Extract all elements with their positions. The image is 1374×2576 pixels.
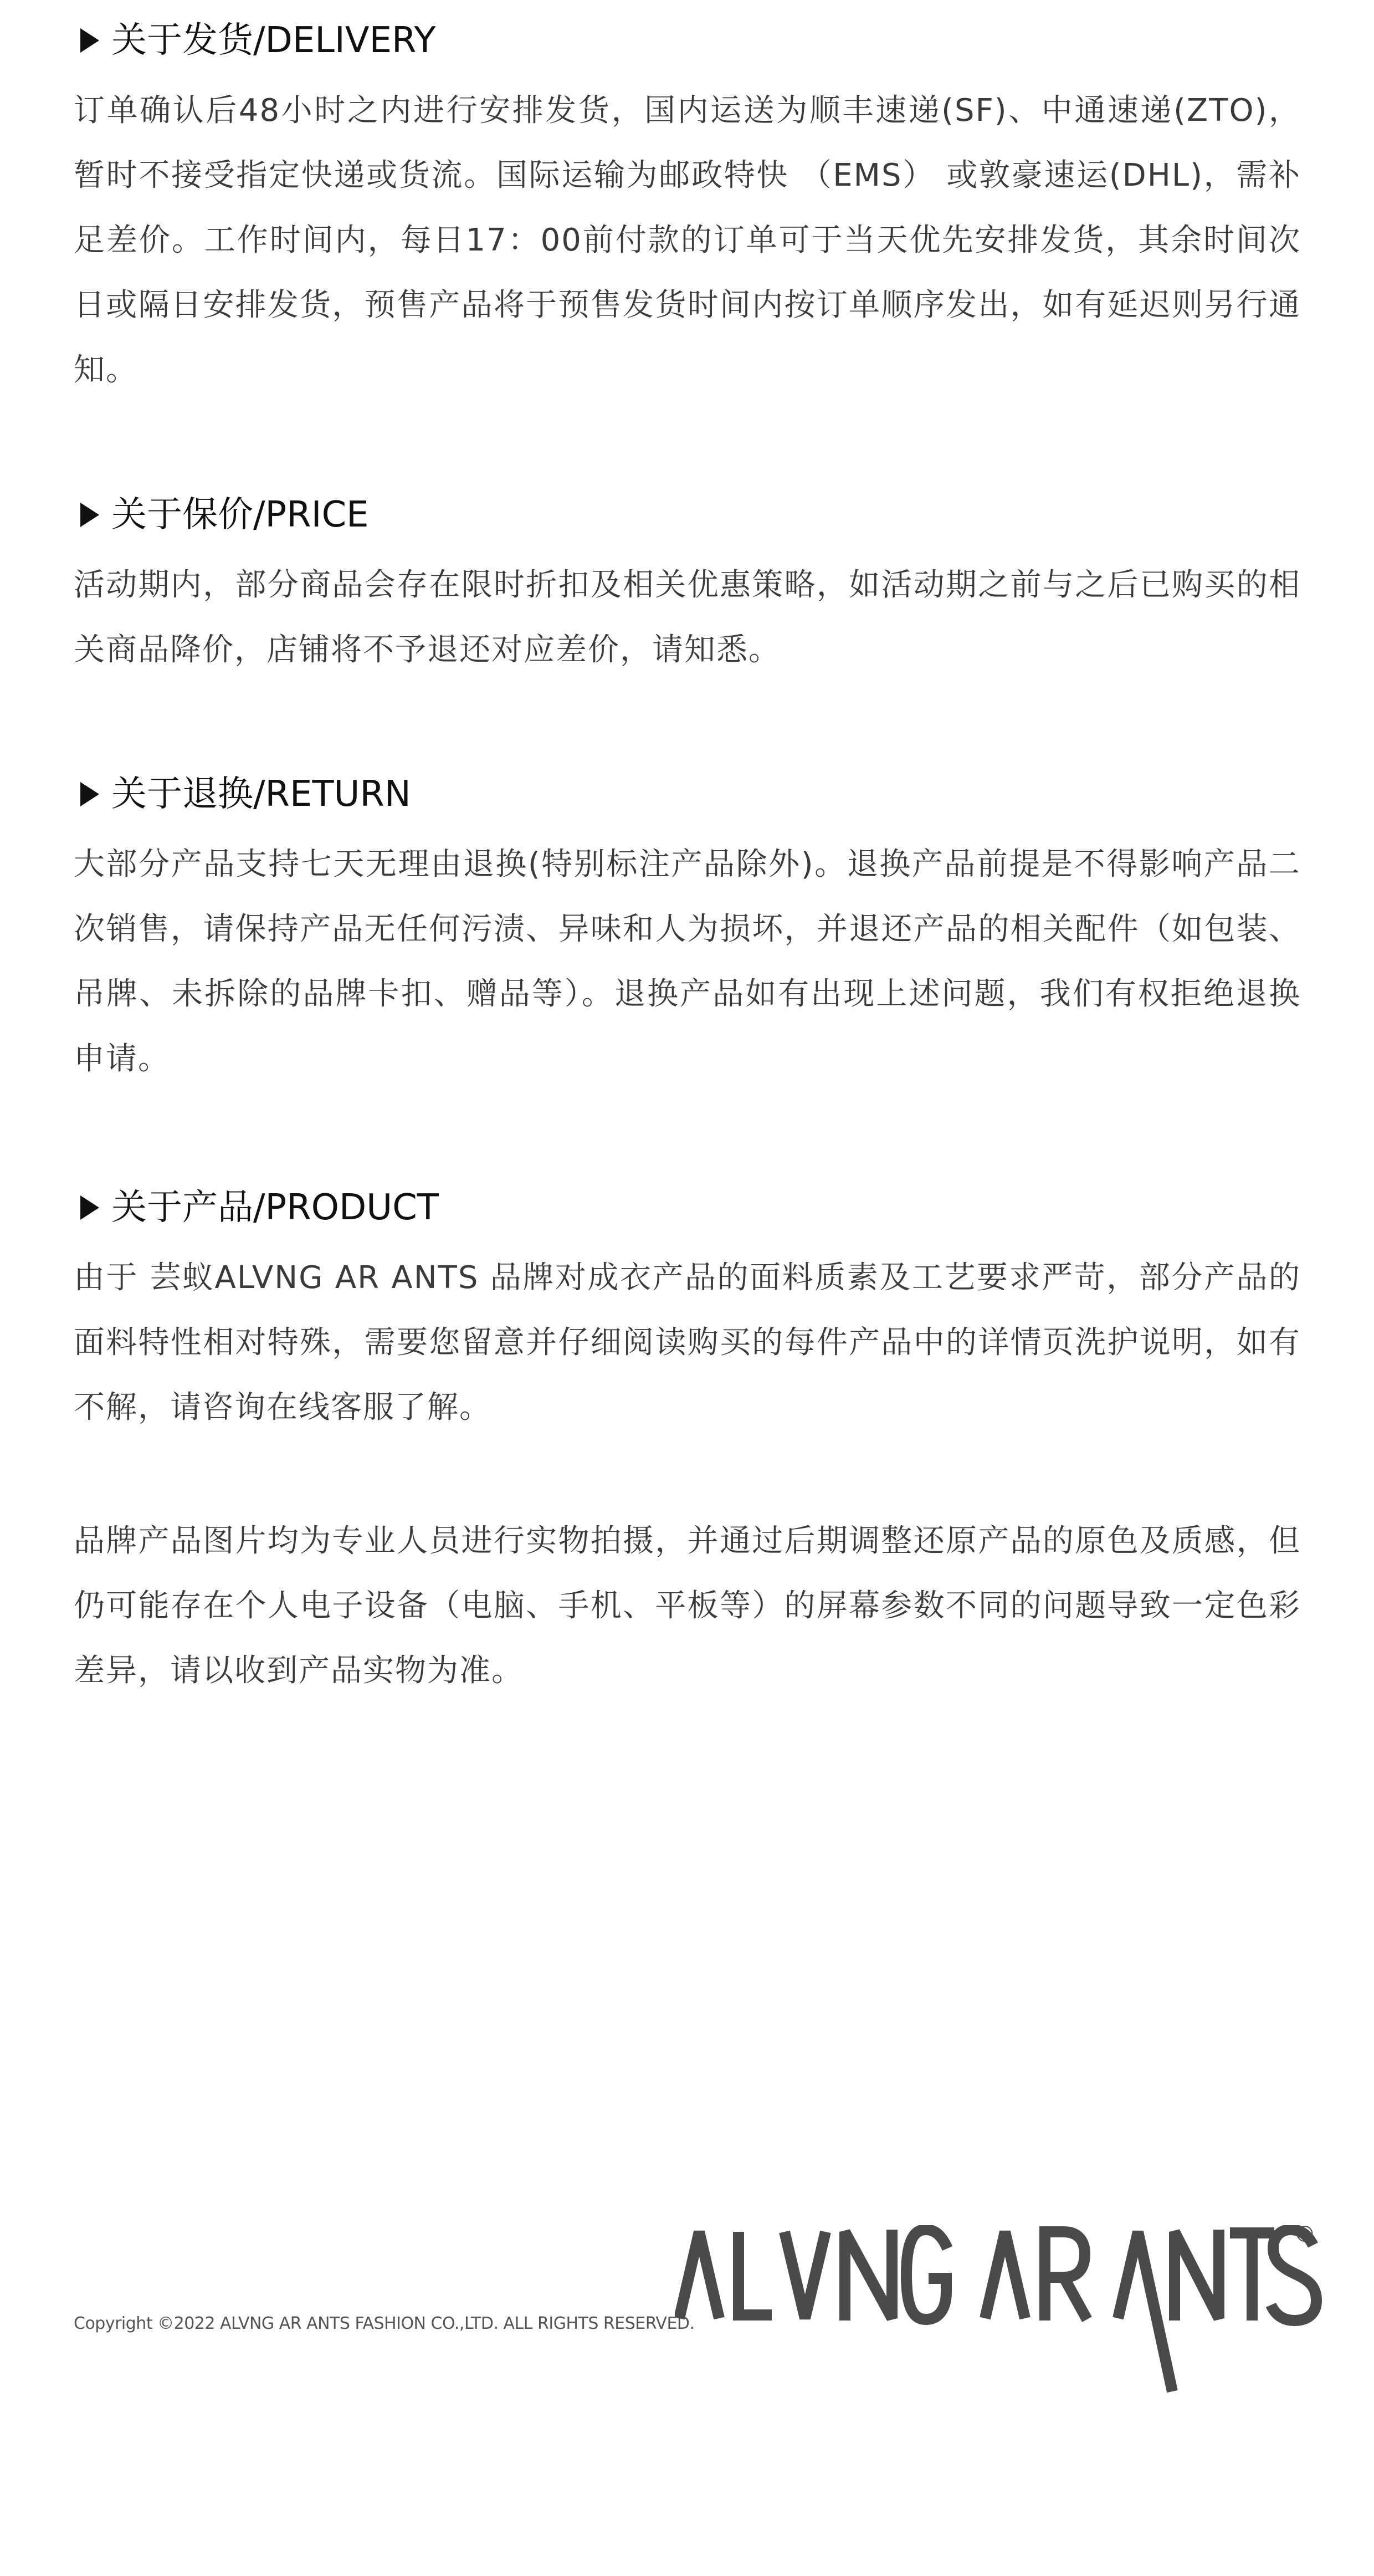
- section-heading: [74, 14, 1301, 67]
- section-color-note: [74, 1509, 1301, 1703]
- triangle-right-icon: [80, 28, 99, 53]
- section-product: [74, 1181, 1301, 1440]
- registered-mark: ®: [1294, 2222, 1316, 2247]
- triangle-right-icon: [80, 1195, 99, 1220]
- copyright-text: Copyright ©2022 ALVNG AR ANTS FASHION CO.,LTD. ALL RIGHTS RESERVED.: [74, 2314, 695, 2333]
- section-heading: [74, 1181, 1301, 1234]
- section-heading: [74, 488, 1301, 541]
- heading-text: 关于退换/RETURN: [111, 774, 411, 815]
- triangle-right-icon: [80, 503, 99, 527]
- section-price: [74, 488, 1301, 682]
- section-paragraph: 由于 芸蚁ALVNG AR ANTS 品牌对成衣产品的面料质素及工艺要求严苛，部分产品的面料特性相对特殊，需要您留意并仔细阅读购买的每件产品中的详情页洗护说明，如有不解，请咨询在线客服了解。: [74, 1260, 1301, 1425]
- section-return: [74, 768, 1301, 1091]
- heading-text: 关于发货/DELIVERY: [111, 20, 436, 61]
- footer: [74, 2222, 1326, 2408]
- section-paragraph: 大部分产品支持七天无理由退换(特别标注产品除外)。退换产品前提是不得影响产品二次销售，请保持产品无任何污渍、异味和人为损坏，并退还产品的相关配件（如包装、吊牌、未拆除的品牌卡扣、赠品等）。退换产品如有出现上述问题，我们有权拒绝退换申请。: [74, 846, 1301, 1077]
- section-paragraph: 活动期内，部分商品会存在限时折扣及相关优惠策略，如活动期之前与之后已购买的相关商品降价，店铺将不予退还对应差价，请知悉。: [74, 567, 1301, 668]
- triangle-right-icon: [80, 782, 99, 806]
- section-paragraph: 品牌产品图片均为专业人员进行实物拍摄，并通过后期调整还原产品的原色及质感，但仍可能存在个人电子设备（电脑、手机、平板等）的屏幕参数不同的问题导致一定色彩差异，请以收到产品实物为准。: [74, 1523, 1301, 1689]
- heading-text: 关于保价/PRICE: [111, 494, 369, 535]
- section-heading: [74, 768, 1301, 821]
- heading-text: 关于产品/PRODUCT: [111, 1187, 439, 1228]
- section-paragraph: 订单确认后48小时之内进行安排发货，国内运送为顺丰速递(SF)、中通速递(ZTO)，暂时不接受指定快递或货流。国际运输为邮政特快 （EMS） 或敦豪速运(DHL)，需补足差价。工作时间内，每日17：00前付款的订单可于当天优先安排发货，其余时间次日或隔日安排发货，预售产品将于预售发货时间内按订单顺序发出，如有延迟则另行通知。: [74, 93, 1301, 388]
- brand-logo: [675, 2225, 1326, 2408]
- section-delivery: [74, 14, 1301, 402]
